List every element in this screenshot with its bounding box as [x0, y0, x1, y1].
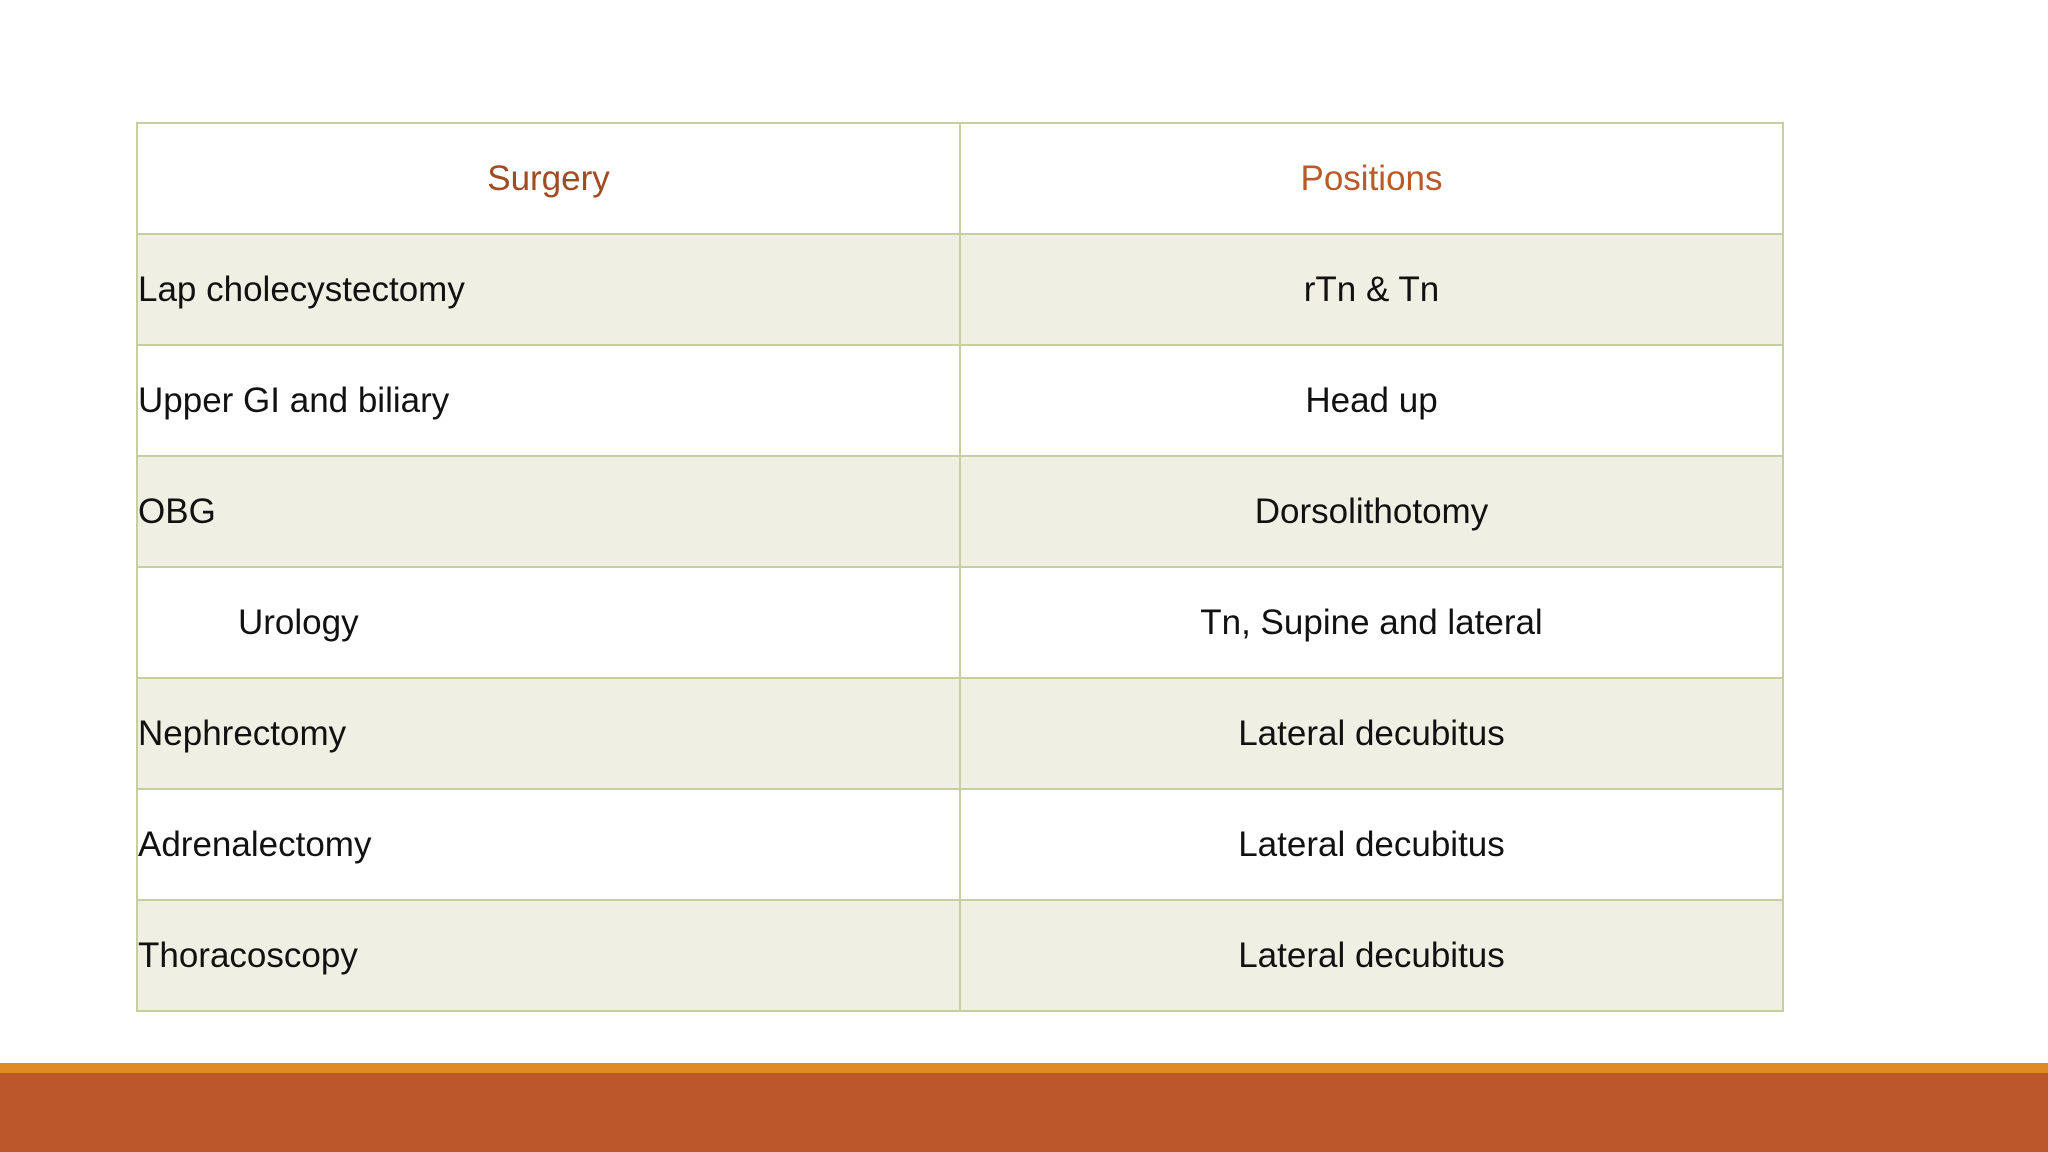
position-cell: Tn, Supine and lateral	[960, 567, 1783, 678]
surgery-cell: Thoracoscopy	[137, 900, 960, 1011]
surgery-positions-table-container	[136, 122, 1784, 1012]
position-cell: rTn & Tn	[960, 234, 1783, 345]
footer-accent-line	[0, 1063, 2048, 1073]
position-cell: Lateral decubitus	[960, 789, 1783, 900]
table-row	[137, 234, 1783, 345]
table-row	[137, 789, 1783, 900]
position-cell: Head up	[960, 345, 1783, 456]
surgery-cell: OBG	[137, 456, 960, 567]
surgery-cell: Adrenalectomy	[137, 789, 960, 900]
table-row	[137, 345, 1783, 456]
header-positions: Positions	[960, 123, 1783, 234]
position-cell: Dorsolithotomy	[960, 456, 1783, 567]
surgery-cell: Upper GI and biliary	[137, 345, 960, 456]
surgery-cell: Urology	[137, 567, 960, 678]
table-row	[137, 567, 1783, 678]
header-surgery: Surgery	[137, 123, 960, 234]
table-row	[137, 678, 1783, 789]
surgery-positions-table	[136, 122, 1784, 1012]
surgery-cell: Lap cholecystectomy	[137, 234, 960, 345]
footer-bar	[0, 1073, 2048, 1152]
surgery-cell: Nephrectomy	[137, 678, 960, 789]
position-cell: Lateral decubitus	[960, 900, 1783, 1011]
table-row	[137, 900, 1783, 1011]
table-header-row	[137, 123, 1783, 234]
position-cell: Lateral decubitus	[960, 678, 1783, 789]
table-row	[137, 456, 1783, 567]
